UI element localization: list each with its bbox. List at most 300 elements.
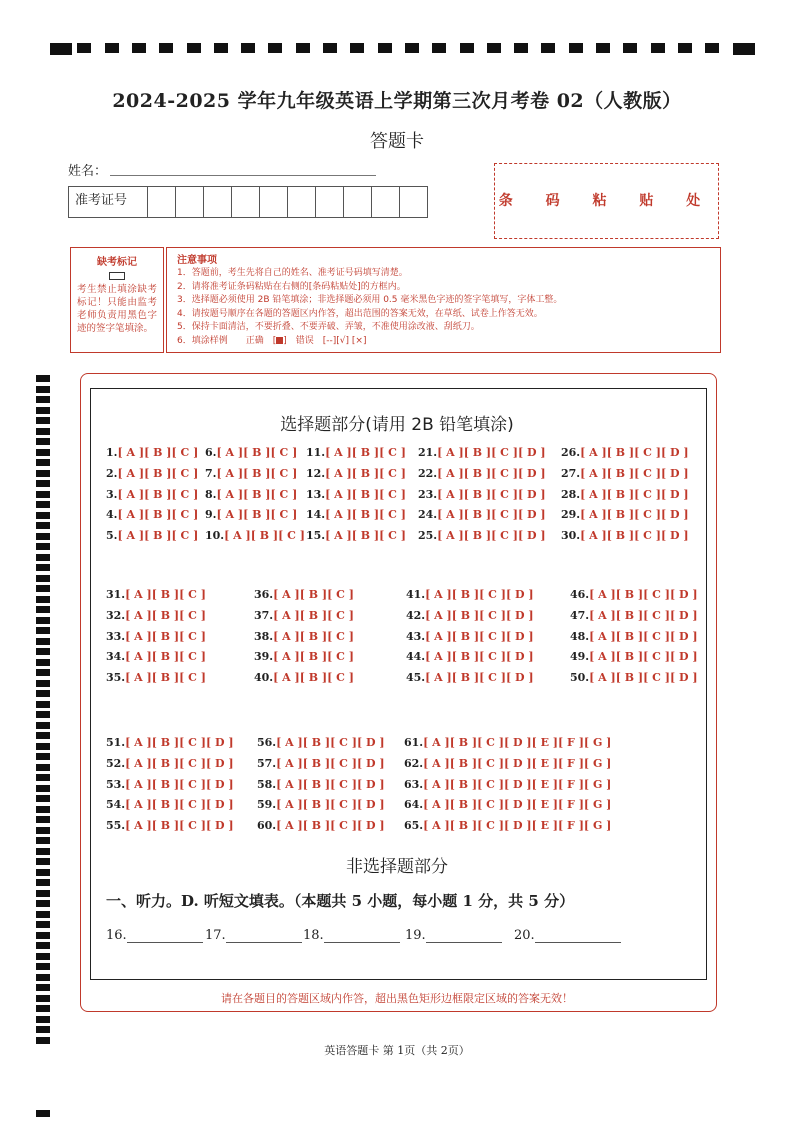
question-number: 2.	[106, 466, 118, 480]
option-a-bubble[interactable]: [ A ]	[216, 466, 244, 480]
option-a-bubble[interactable]: [ A ]	[589, 650, 616, 664]
option-a-bubble[interactable]: [ A ]	[437, 529, 464, 543]
option-b-bubble[interactable]: [ B ]	[606, 508, 635, 522]
blank-line[interactable]	[535, 928, 621, 943]
option-c-bubble[interactable]: [ C ]	[643, 629, 670, 643]
option-g-bubble[interactable]: [ G ]	[583, 777, 612, 791]
option-b-bubble[interactable]: [ B ]	[299, 629, 328, 643]
option-a-bubble[interactable]: [ A ]	[437, 446, 464, 459]
answer-blank	[303, 928, 400, 943]
option-g-bubble[interactable]: [ G ]	[583, 736, 612, 749]
question-number: 9.	[205, 508, 217, 522]
timing-mark	[432, 43, 446, 53]
option-c-bubble[interactable]: [ C ]	[643, 588, 670, 601]
option-d-bubble[interactable]: [ D ]	[503, 777, 532, 791]
choice-question	[406, 609, 534, 622]
option-c-bubble[interactable]: [ C ]	[171, 529, 199, 543]
option-a-bubble[interactable]: [ A ]	[125, 736, 152, 749]
option-g-bubble[interactable]: [ G ]	[583, 798, 612, 812]
option-a-bubble[interactable]: [ A ]	[423, 819, 450, 833]
option-d-bubble[interactable]: [ D ]	[517, 466, 546, 480]
option-d-bubble[interactable]: [ D ]	[517, 446, 546, 459]
option-d-bubble[interactable]: [ D ]	[660, 529, 689, 543]
question-number: 7.	[205, 466, 217, 480]
option-e-bubble[interactable]: [ E ]	[531, 798, 559, 812]
option-c-bubble[interactable]: [ C ]	[179, 819, 206, 833]
option-f-bubble[interactable]: [ F ]	[558, 798, 584, 812]
name-field[interactable]	[110, 175, 376, 176]
option-c-bubble[interactable]: [ C ]	[330, 736, 357, 749]
option-a-bubble[interactable]: [ A ]	[325, 529, 352, 543]
option-a-bubble[interactable]: [ A ]	[276, 819, 303, 833]
option-c-bubble[interactable]: [ C ]	[179, 650, 206, 664]
option-a-bubble[interactable]: [ A ]	[437, 508, 464, 522]
option-c-bubble[interactable]: [ C ]	[634, 466, 661, 480]
option-b-bubble[interactable]: [ B ]	[615, 608, 644, 622]
option-b-bubble[interactable]: [ B ]	[463, 487, 492, 501]
answer-blank	[205, 928, 302, 943]
option-a-bubble[interactable]: [ A ]	[125, 819, 152, 833]
option-c-bubble[interactable]: [ C ]	[330, 777, 357, 791]
question-number: 6.	[205, 446, 217, 459]
timing-mark	[36, 438, 50, 445]
option-c-bubble[interactable]: [ C ]	[477, 819, 504, 833]
admission-digit-cell[interactable]	[204, 187, 232, 217]
non-choice-section-title: 非选择题部分	[346, 857, 448, 877]
option-b-bubble[interactable]: [ B ]	[615, 650, 644, 664]
question-number: 61.	[404, 736, 424, 749]
option-d-bubble[interactable]: [ D ]	[669, 588, 698, 601]
choice-question	[106, 757, 234, 770]
option-d-bubble[interactable]: [ D ]	[660, 508, 689, 522]
option-b-bubble[interactable]: [ B ]	[299, 671, 328, 685]
admission-digit-cell[interactable]	[148, 187, 176, 217]
question-number: 44.	[406, 650, 426, 664]
option-a-bubble[interactable]: [ A ]	[423, 756, 450, 770]
option-a-bubble[interactable]: [ A ]	[589, 588, 616, 601]
timing-mark	[36, 585, 50, 592]
option-a-bubble[interactable]: [ A ]	[125, 756, 152, 770]
timing-mark	[514, 43, 528, 53]
option-c-bubble[interactable]: [ C ]	[634, 529, 661, 543]
option-a-bubble[interactable]: [ A ]	[325, 446, 352, 459]
option-a-bubble[interactable]: [ A ]	[589, 608, 616, 622]
option-b-bubble[interactable]: [ B ]	[151, 756, 180, 770]
option-b-bubble[interactable]: [ B ]	[449, 736, 478, 749]
barcode-area: 条 码 粘 贴 处	[494, 163, 719, 239]
option-c-bubble[interactable]: [ C ]	[171, 446, 199, 459]
absent-mark-checkbox[interactable]	[109, 272, 125, 280]
timing-mark	[36, 690, 50, 697]
option-b-bubble[interactable]: [ B ]	[615, 588, 644, 601]
option-b-bubble[interactable]: [ B ]	[243, 466, 271, 480]
option-a-bubble[interactable]: [ A ]	[125, 588, 152, 601]
option-d-bubble[interactable]: [ D ]	[517, 508, 546, 522]
option-a-bubble[interactable]: [ A ]	[580, 487, 607, 501]
admission-digit-cell[interactable]	[372, 187, 400, 217]
option-c-bubble[interactable]: [ C ]	[491, 446, 518, 459]
option-b-bubble[interactable]: [ B ]	[449, 777, 478, 791]
option-d-bubble[interactable]: [ D ]	[660, 466, 689, 480]
option-c-bubble[interactable]: [ C ]	[477, 756, 504, 770]
option-d-bubble[interactable]: [ D ]	[205, 736, 234, 749]
timing-mark	[36, 816, 50, 823]
option-b-bubble[interactable]: [ B ]	[144, 446, 172, 459]
option-b-bubble[interactable]: [ B ]	[351, 446, 380, 459]
option-b-bubble[interactable]: [ B ]	[250, 529, 279, 543]
option-b-bubble[interactable]: [ B ]	[151, 736, 180, 749]
choice-question	[106, 778, 234, 791]
option-d-bubble[interactable]: [ D ]	[356, 736, 385, 749]
timing-mark	[569, 43, 583, 53]
admission-digit-cell[interactable]	[232, 187, 260, 217]
option-b-bubble[interactable]: [ B ]	[463, 529, 492, 543]
option-a-bubble[interactable]: [ A ]	[425, 608, 452, 622]
option-a-bubble[interactable]: [ A ]	[325, 487, 352, 501]
option-b-bubble[interactable]: [ B ]	[151, 819, 180, 833]
timing-mark	[36, 554, 50, 561]
option-c-bubble[interactable]: [ C ]	[171, 508, 199, 522]
option-b-bubble[interactable]: [ B ]	[606, 487, 635, 501]
option-a-bubble[interactable]: [ A ]	[580, 508, 607, 522]
choice-question	[306, 446, 406, 459]
option-c-bubble[interactable]: [ C ]	[179, 608, 206, 622]
option-d-bubble[interactable]: [ D ]	[205, 777, 234, 791]
option-d-bubble[interactable]: [ D ]	[205, 756, 234, 770]
timing-mark	[36, 470, 50, 477]
option-c-bubble[interactable]: [ C ]	[634, 487, 661, 501]
choice-question	[257, 736, 385, 749]
timing-mark	[36, 963, 50, 970]
option-c-bubble[interactable]: [ C ]	[379, 446, 406, 459]
option-a-bubble[interactable]: [ A ]	[580, 529, 607, 543]
option-b-bubble[interactable]: [ B ]	[351, 487, 380, 501]
option-b-bubble[interactable]: [ B ]	[302, 756, 331, 770]
option-a-bubble[interactable]: [ A ]	[125, 608, 152, 622]
admission-digit-cell[interactable]	[288, 187, 316, 217]
option-b-bubble[interactable]: [ B ]	[451, 671, 480, 685]
option-c-bubble[interactable]: [ C ]	[327, 650, 354, 664]
option-b-bubble[interactable]: [ B ]	[151, 671, 180, 685]
option-c-bubble[interactable]: [ C ]	[479, 588, 506, 601]
option-c-bubble[interactable]: [ C ]	[270, 466, 298, 480]
option-a-bubble[interactable]: [ A ]	[216, 446, 244, 459]
option-d-bubble[interactable]: [ D ]	[669, 608, 698, 622]
option-a-bubble[interactable]: [ A ]	[273, 588, 300, 601]
option-a-bubble[interactable]: [ A ]	[276, 777, 303, 791]
option-e-bubble[interactable]: [ E ]	[531, 736, 559, 749]
option-b-bubble[interactable]: [ B ]	[463, 508, 492, 522]
option-a-bubble[interactable]: [ A ]	[423, 798, 450, 812]
option-f-bubble[interactable]: [ F ]	[558, 777, 584, 791]
timing-mark	[460, 43, 474, 53]
option-d-bubble[interactable]: [ D ]	[505, 650, 534, 664]
option-a-bubble[interactable]: [ A ]	[273, 608, 300, 622]
option-d-bubble[interactable]: [ D ]	[505, 588, 534, 601]
option-f-bubble[interactable]: [ F ]	[558, 756, 584, 770]
option-a-bubble[interactable]: [ A ]	[117, 529, 145, 543]
option-c-bubble[interactable]: [ C ]	[643, 608, 670, 622]
option-c-bubble[interactable]: [ C ]	[330, 798, 357, 812]
option-c-bubble[interactable]: [ C ]	[479, 650, 506, 664]
option-d-bubble[interactable]: [ D ]	[356, 777, 385, 791]
option-c-bubble[interactable]: [ C ]	[179, 736, 206, 749]
option-a-bubble[interactable]: [ A ]	[273, 629, 300, 643]
option-a-bubble[interactable]: [ A ]	[273, 671, 300, 685]
option-c-bubble[interactable]: [ C ]	[479, 608, 506, 622]
option-d-bubble[interactable]: [ D ]	[660, 446, 689, 459]
option-c-bubble[interactable]: [ C ]	[379, 529, 406, 543]
option-b-bubble[interactable]: [ B ]	[449, 756, 478, 770]
option-a-bubble[interactable]: [ A ]	[125, 777, 152, 791]
option-a-bubble[interactable]: [ A ]	[425, 650, 452, 664]
choice-question	[406, 630, 534, 643]
option-b-bubble[interactable]: [ B ]	[463, 466, 492, 480]
option-a-bubble[interactable]: [ A ]	[125, 629, 152, 643]
option-a-bubble[interactable]: [ A ]	[117, 466, 145, 480]
option-a-bubble[interactable]: [ A ]	[117, 446, 145, 459]
option-c-bubble[interactable]: [ C ]	[179, 671, 206, 685]
option-b-bubble[interactable]: [ B ]	[151, 777, 180, 791]
option-c-bubble[interactable]: [ C ]	[327, 671, 354, 685]
option-e-bubble[interactable]: [ E ]	[531, 819, 559, 833]
option-b-bubble[interactable]: [ B ]	[151, 588, 180, 601]
option-a-bubble[interactable]: [ A ]	[423, 777, 450, 791]
option-a-bubble[interactable]: [ A ]	[589, 671, 616, 685]
timing-mark	[36, 743, 50, 750]
question-number: 33.	[106, 629, 126, 643]
option-a-bubble[interactable]: [ A ]	[325, 466, 352, 480]
option-a-bubble[interactable]: [ A ]	[125, 798, 152, 812]
option-a-bubble[interactable]: [ A ]	[425, 588, 452, 601]
timing-mark	[596, 43, 610, 53]
timing-mark	[36, 806, 50, 813]
question-number: 10.	[205, 529, 225, 543]
option-b-bubble[interactable]: [ B ]	[451, 608, 480, 622]
option-c-bubble[interactable]: [ C ]	[171, 487, 199, 501]
option-d-bubble[interactable]: [ D ]	[505, 608, 534, 622]
timing-mark	[187, 43, 201, 53]
option-c-bubble[interactable]: [ C ]	[491, 529, 518, 543]
blank-line[interactable]	[127, 928, 203, 943]
option-a-bubble[interactable]: [ A ]	[580, 466, 607, 480]
option-c-bubble[interactable]: [ C ]	[327, 608, 354, 622]
option-c-bubble[interactable]: [ C ]	[643, 671, 670, 685]
option-a-bubble[interactable]: [ A ]	[325, 508, 352, 522]
timing-mark	[36, 522, 50, 529]
option-b-bubble[interactable]: [ B ]	[449, 819, 478, 833]
option-a-bubble[interactable]: [ A ]	[425, 671, 452, 685]
option-b-bubble[interactable]: [ B ]	[302, 819, 331, 833]
option-a-bubble[interactable]: [ A ]	[423, 736, 450, 749]
option-d-bubble[interactable]: [ D ]	[669, 629, 698, 643]
option-b-bubble[interactable]: [ B ]	[351, 508, 380, 522]
option-d-bubble[interactable]: [ D ]	[660, 487, 689, 501]
option-g-bubble[interactable]: [ G ]	[583, 819, 612, 833]
option-d-bubble[interactable]: [ D ]	[503, 736, 532, 749]
option-d-bubble[interactable]: [ D ]	[517, 529, 546, 543]
option-b-bubble[interactable]: [ B ]	[451, 629, 480, 643]
option-b-bubble[interactable]: [ B ]	[463, 446, 492, 459]
option-a-bubble[interactable]: [ A ]	[437, 487, 464, 501]
option-d-bubble[interactable]: [ D ]	[503, 756, 532, 770]
option-d-bubble[interactable]: [ D ]	[356, 756, 385, 770]
option-b-bubble[interactable]: [ B ]	[151, 650, 180, 664]
choice-question	[306, 467, 406, 480]
option-c-bubble[interactable]: [ C ]	[379, 487, 406, 501]
option-b-bubble[interactable]: [ B ]	[302, 798, 331, 812]
option-d-bubble[interactable]: [ D ]	[669, 650, 698, 664]
option-d-bubble[interactable]: [ D ]	[505, 671, 534, 685]
option-d-bubble[interactable]: [ D ]	[205, 798, 234, 812]
option-d-bubble[interactable]: [ D ]	[517, 487, 546, 501]
option-c-bubble[interactable]: [ C ]	[179, 798, 206, 812]
question-number: 11.	[306, 446, 326, 459]
option-b-bubble[interactable]: [ B ]	[144, 508, 172, 522]
option-b-bubble[interactable]: [ B ]	[299, 608, 328, 622]
blank-line[interactable]	[226, 928, 302, 943]
option-c-bubble[interactable]: [ C ]	[171, 466, 199, 480]
option-c-bubble[interactable]: [ C ]	[477, 798, 504, 812]
option-b-bubble[interactable]: [ B ]	[451, 650, 480, 664]
option-d-bubble[interactable]: [ D ]	[356, 798, 385, 812]
option-c-bubble[interactable]: [ C ]	[479, 629, 506, 643]
option-c-bubble[interactable]: [ C ]	[491, 466, 518, 480]
option-a-bubble[interactable]: [ A ]	[273, 650, 300, 664]
option-b-bubble[interactable]: [ B ]	[449, 798, 478, 812]
option-c-bubble[interactable]: [ C ]	[477, 736, 504, 749]
blank-line[interactable]	[324, 928, 400, 943]
option-b-bubble[interactable]: [ B ]	[606, 446, 635, 459]
blank-line[interactable]	[426, 928, 502, 943]
option-c-bubble[interactable]: [ C ]	[327, 588, 354, 601]
absent-mark-description: 考生禁止填涂缺考标记！只能由监考老师负责用黑色字迹的签字笔填涂。	[77, 284, 157, 334]
option-b-bubble[interactable]: [ B ]	[302, 736, 331, 749]
choice-question	[106, 588, 206, 601]
option-b-bubble[interactable]: [ B ]	[243, 487, 271, 501]
question-number: 42.	[406, 608, 426, 622]
option-d-bubble[interactable]: [ D ]	[205, 819, 234, 833]
option-c-bubble[interactable]: [ C ]	[634, 508, 661, 522]
option-c-bubble[interactable]: [ C ]	[379, 508, 406, 522]
option-d-bubble[interactable]: [ D ]	[356, 819, 385, 833]
option-c-bubble[interactable]: [ C ]	[634, 446, 661, 459]
option-a-bubble[interactable]: [ A ]	[589, 629, 616, 643]
option-c-bubble[interactable]: [ C ]	[330, 756, 357, 770]
option-a-bubble[interactable]: [ A ]	[276, 756, 303, 770]
option-c-bubble[interactable]: [ C ]	[179, 756, 206, 770]
admission-digit-cell[interactable]	[176, 187, 204, 217]
choice-question	[418, 508, 546, 521]
option-a-bubble[interactable]: [ A ]	[216, 487, 244, 501]
timing-mark	[36, 501, 50, 508]
option-c-bubble[interactable]: [ C ]	[270, 487, 298, 501]
option-c-bubble[interactable]: [ C ]	[270, 508, 298, 522]
option-b-bubble[interactable]: [ B ]	[451, 588, 480, 601]
option-c-bubble[interactable]: [ C ]	[179, 629, 206, 643]
option-a-bubble[interactable]: [ A ]	[117, 487, 145, 501]
question-number: 13.	[306, 487, 326, 501]
option-d-bubble[interactable]: [ D ]	[503, 819, 532, 833]
option-c-bubble[interactable]: [ C ]	[643, 650, 670, 664]
option-a-bubble[interactable]: [ A ]	[125, 650, 152, 664]
option-a-bubble[interactable]: [ A ]	[216, 508, 244, 522]
option-b-bubble[interactable]: [ B ]	[151, 629, 180, 643]
option-a-bubble[interactable]: [ A ]	[117, 508, 145, 522]
option-b-bubble[interactable]: [ B ]	[144, 529, 172, 543]
option-c-bubble[interactable]: [ C ]	[179, 777, 206, 791]
option-b-bubble[interactable]: [ B ]	[351, 529, 380, 543]
timing-mark	[36, 669, 50, 676]
option-b-bubble[interactable]: [ B ]	[243, 508, 271, 522]
question-number: 5.	[106, 529, 118, 543]
option-g-bubble[interactable]: [ G ]	[583, 756, 612, 770]
option-b-bubble[interactable]: [ B ]	[144, 487, 172, 501]
option-b-bubble[interactable]: [ B ]	[615, 671, 644, 685]
option-b-bubble[interactable]: [ B ]	[144, 466, 172, 480]
option-c-bubble[interactable]: [ C ]	[379, 466, 406, 480]
option-b-bubble[interactable]: [ B ]	[151, 608, 180, 622]
option-e-bubble[interactable]: [ E ]	[531, 777, 559, 791]
option-c-bubble[interactable]: [ C ]	[179, 588, 206, 601]
option-c-bubble[interactable]: [ C ]	[327, 629, 354, 643]
option-c-bubble[interactable]: [ C ]	[330, 819, 357, 833]
option-a-bubble[interactable]: [ A ]	[224, 529, 251, 543]
option-c-bubble[interactable]: [ C ]	[491, 487, 518, 501]
option-c-bubble[interactable]: [ C ]	[479, 671, 506, 685]
option-c-bubble[interactable]: [ C ]	[270, 446, 298, 459]
option-d-bubble[interactable]: [ D ]	[669, 671, 698, 685]
blank-number: 19.	[405, 928, 426, 943]
option-e-bubble[interactable]: [ E ]	[531, 756, 559, 770]
option-b-bubble[interactable]: [ B ]	[606, 466, 635, 480]
option-f-bubble[interactable]: [ F ]	[558, 736, 584, 749]
admission-digit-cell[interactable]	[260, 187, 288, 217]
option-b-bubble[interactable]: [ B ]	[302, 777, 331, 791]
option-b-bubble[interactable]: [ B ]	[299, 588, 328, 601]
option-c-bubble[interactable]: [ C ]	[278, 529, 305, 543]
option-a-bubble[interactable]: [ A ]	[580, 446, 607, 459]
option-f-bubble[interactable]: [ F ]	[558, 819, 584, 833]
option-b-bubble[interactable]: [ B ]	[299, 650, 328, 664]
option-a-bubble[interactable]: [ A ]	[125, 671, 152, 685]
option-d-bubble[interactable]: [ D ]	[505, 629, 534, 643]
option-b-bubble[interactable]: [ B ]	[351, 466, 380, 480]
option-c-bubble[interactable]: [ C ]	[491, 508, 518, 522]
page-footer: 英语答题卡 第 1页（共 2页）	[324, 1044, 470, 1057]
choice-question	[106, 467, 198, 480]
option-c-bubble[interactable]: [ C ]	[477, 777, 504, 791]
option-a-bubble[interactable]: [ A ]	[276, 736, 303, 749]
option-b-bubble[interactable]: [ B ]	[615, 629, 644, 643]
option-b-bubble[interactable]: [ B ]	[151, 798, 180, 812]
option-d-bubble[interactable]: [ D ]	[503, 798, 532, 812]
option-b-bubble[interactable]: [ B ]	[243, 446, 271, 459]
question-number: 37.	[254, 608, 274, 622]
timing-mark	[296, 43, 310, 53]
question-number: 65.	[404, 819, 424, 833]
option-a-bubble[interactable]: [ A ]	[276, 798, 303, 812]
question-number: 32.	[106, 608, 126, 622]
admission-digit-cell[interactable]	[316, 187, 344, 217]
option-b-bubble[interactable]: [ B ]	[606, 529, 635, 543]
option-a-bubble[interactable]: [ A ]	[437, 466, 464, 480]
option-a-bubble[interactable]: [ A ]	[425, 629, 452, 643]
choice-question	[106, 488, 198, 501]
admission-digit-cell[interactable]	[344, 187, 372, 217]
timing-mark	[36, 774, 50, 781]
admission-digit-cell[interactable]	[400, 187, 427, 217]
